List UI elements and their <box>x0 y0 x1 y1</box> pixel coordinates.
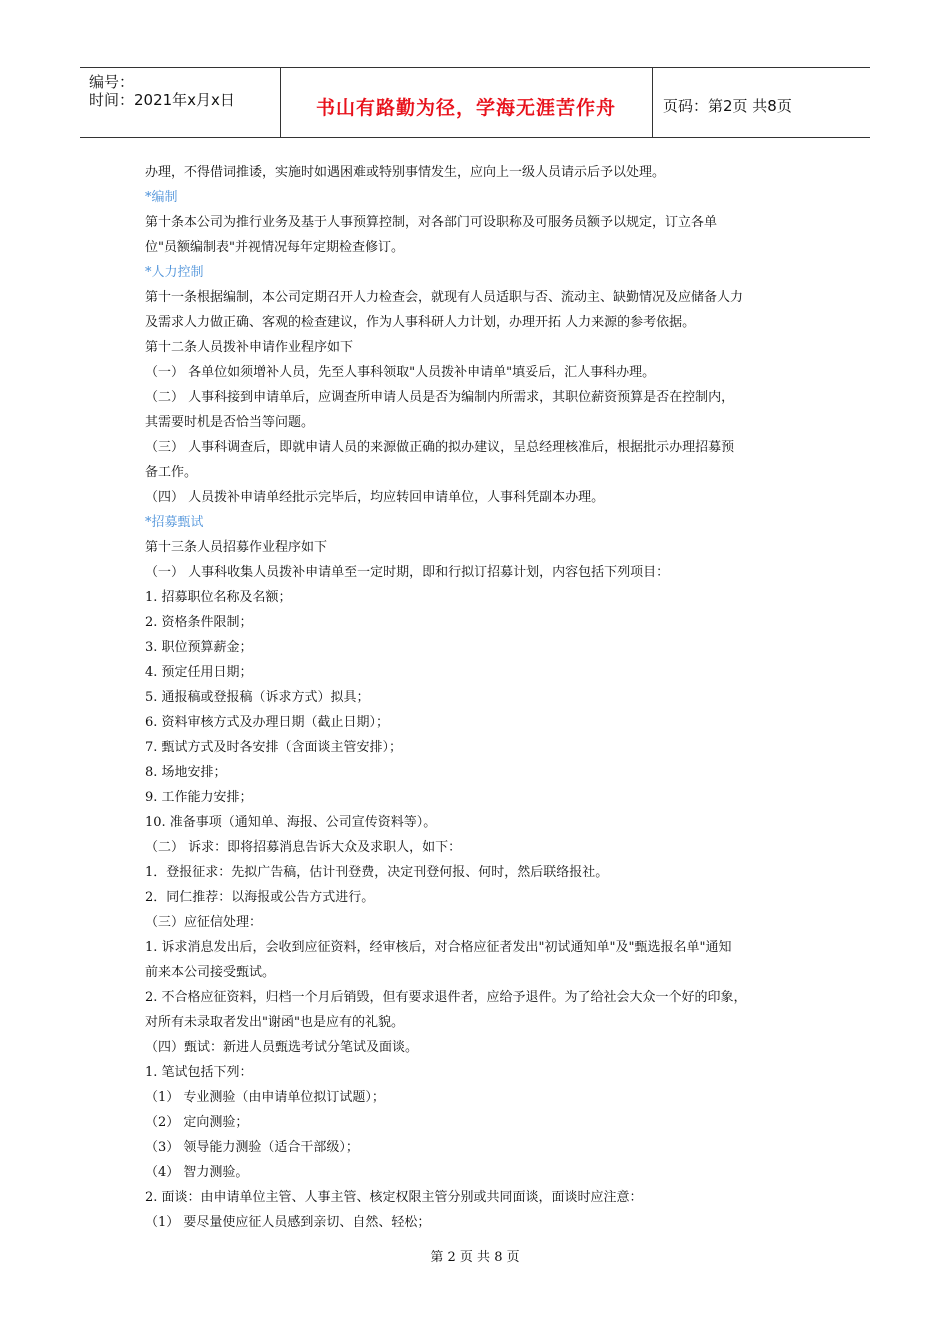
body-line: 对所有未录取者发出"谢函"也是应有的礼貌。 <box>145 1015 404 1030</box>
body-line: （一） 人事科收集人员拨补申请单至一定时期，即和行拟订招募计划，内容包括下列项目： <box>145 565 670 580</box>
body-line: 6. 资料审核方式及办理日期（截止日期）； <box>145 715 390 730</box>
body-line: （三） 人事科调查后，即就申请人员的来源做正确的拟办建议，呈总经理核准后，根据批示办理招募预 <box>145 440 735 455</box>
body-line: 1. 招募职位名称及名额； <box>145 590 292 605</box>
body-line: 2. 不合格应征资料，归档一个月后销毁，但有要求退件者，应给予退件。为了给社会大众一个好的印象， <box>145 990 747 1005</box>
body-line: （二） 诉求：即将招募消息告诉大众及求职人，如下： <box>145 840 462 855</box>
body-line: （4） 智力测验。 <box>145 1165 249 1180</box>
body-line: 第十二条人员拨补申请作业程序如下 <box>145 340 354 355</box>
page-footer: 第 2 页 共 8 页 <box>430 1250 520 1265</box>
body-line: 备工作。 <box>145 465 198 480</box>
body-line: 1．登报征求：先拟广告稿，估计刊登费，决定刊登何报、何时，然后联络报社。 <box>145 865 609 880</box>
body-line: 9. 工作能力安排； <box>145 790 253 805</box>
motto: 书山有路勤为径，学海无涯苦作舟 <box>315 97 616 119</box>
body-line: 办理，不得借词推诿，实施时如遇困难或特别事情发生，应向上一级人员请示后予以处理。 <box>145 165 666 180</box>
body-line: （三）应征信处理： <box>145 915 263 930</box>
body-line: 1. 诉求消息发出后，会收到应征资料，经审核后，对合格应征者发出"初试通知单"及"甄选报名单"通知 <box>145 940 732 955</box>
section-heading: *编制 <box>145 190 178 205</box>
header-meta-cell <box>80 68 281 137</box>
body-line: 及需求人力做正确、客观的检查建议，作为人事科研人力计划，办理开拓 人力来源的参考依据。 <box>145 315 696 330</box>
body-line: 2. 面谈：由申请单位主管、人事主管、核定权限主管分别或共同面谈，面谈时应注意： <box>145 1190 643 1205</box>
body-line: 3. 职位预算薪金； <box>145 640 253 655</box>
body-line: 第十三条人员招募作业程序如下 <box>145 540 328 555</box>
body-line: （1） 要尽量使应征人员感到亲切、自然、轻松； <box>145 1215 431 1230</box>
body-line: 10. 准备事项（通知单、海报、公司宣传资料等）。 <box>145 815 437 830</box>
page-header <box>80 67 870 138</box>
document-body <box>145 160 815 1235</box>
body-line: 其需要时机是否恰当等问题。 <box>145 415 315 430</box>
body-line: 5. 通报稿或登报稿（诉求方式）拟具； <box>145 690 370 705</box>
body-line: 7. 甄试方式及时各安排（含面谈主管安排）； <box>145 740 403 755</box>
body-line: （1） 专业测验（由申请单位拟订试题）； <box>145 1090 385 1105</box>
body-line: 1. 笔试包括下列： <box>145 1065 253 1080</box>
body-line: 第十条本公司为推行业务及基于人事预算控制，对各部门可设职称及可服务员额予以规定，订立各单 <box>145 215 718 230</box>
body-line: 前来本公司接受甄试。 <box>145 965 276 980</box>
body-line: 4. 预定任用日期； <box>145 665 253 680</box>
header-page-cell <box>653 68 870 137</box>
body-line: 2. 资格条件限制； <box>145 615 253 630</box>
time-label: 时间：2021年x月x日 <box>89 91 235 109</box>
body-line: （四）甄试：新进人员甄选考试分笔试及面谈。 <box>145 1040 419 1055</box>
section-heading: *人力控制 <box>145 265 204 280</box>
body-line: （3） 领导能力测验（适合干部级）； <box>145 1140 359 1155</box>
header-page-number: 页码：第2页 共8页 <box>663 97 792 115</box>
body-line: 第十一条根据编制，本公司定期召开人力检查会，就现有人员适职与否、流动主、缺勤情况及应储备人力 <box>145 290 744 305</box>
body-line: 2．同仁推荐：以海报或公告方式进行。 <box>145 890 375 905</box>
section-heading: *招募甄试 <box>145 515 204 530</box>
body-line: （二） 人事科接到申请单后，应调查所申请人员是否为编制内所需求，其职位薪资预算是否在控制内， <box>145 390 735 405</box>
body-line: （一） 各单位如须增补人员，先至人事科领取"人员拨补申请单"填妥后，汇人事科办理。 <box>145 365 656 380</box>
body-line: 8. 场地安排； <box>145 765 227 780</box>
body-line: （2） 定向测验； <box>145 1115 249 1130</box>
header-motto-cell <box>280 68 653 137</box>
body-line: （四） 人员拨补申请单经批示完毕后，均应转回申请单位，人事科凭副本办理。 <box>145 490 605 505</box>
body-line: 位"员额编制表"并视情况每年定期检查修订。 <box>145 240 404 255</box>
number-label: 编号： <box>89 73 135 91</box>
